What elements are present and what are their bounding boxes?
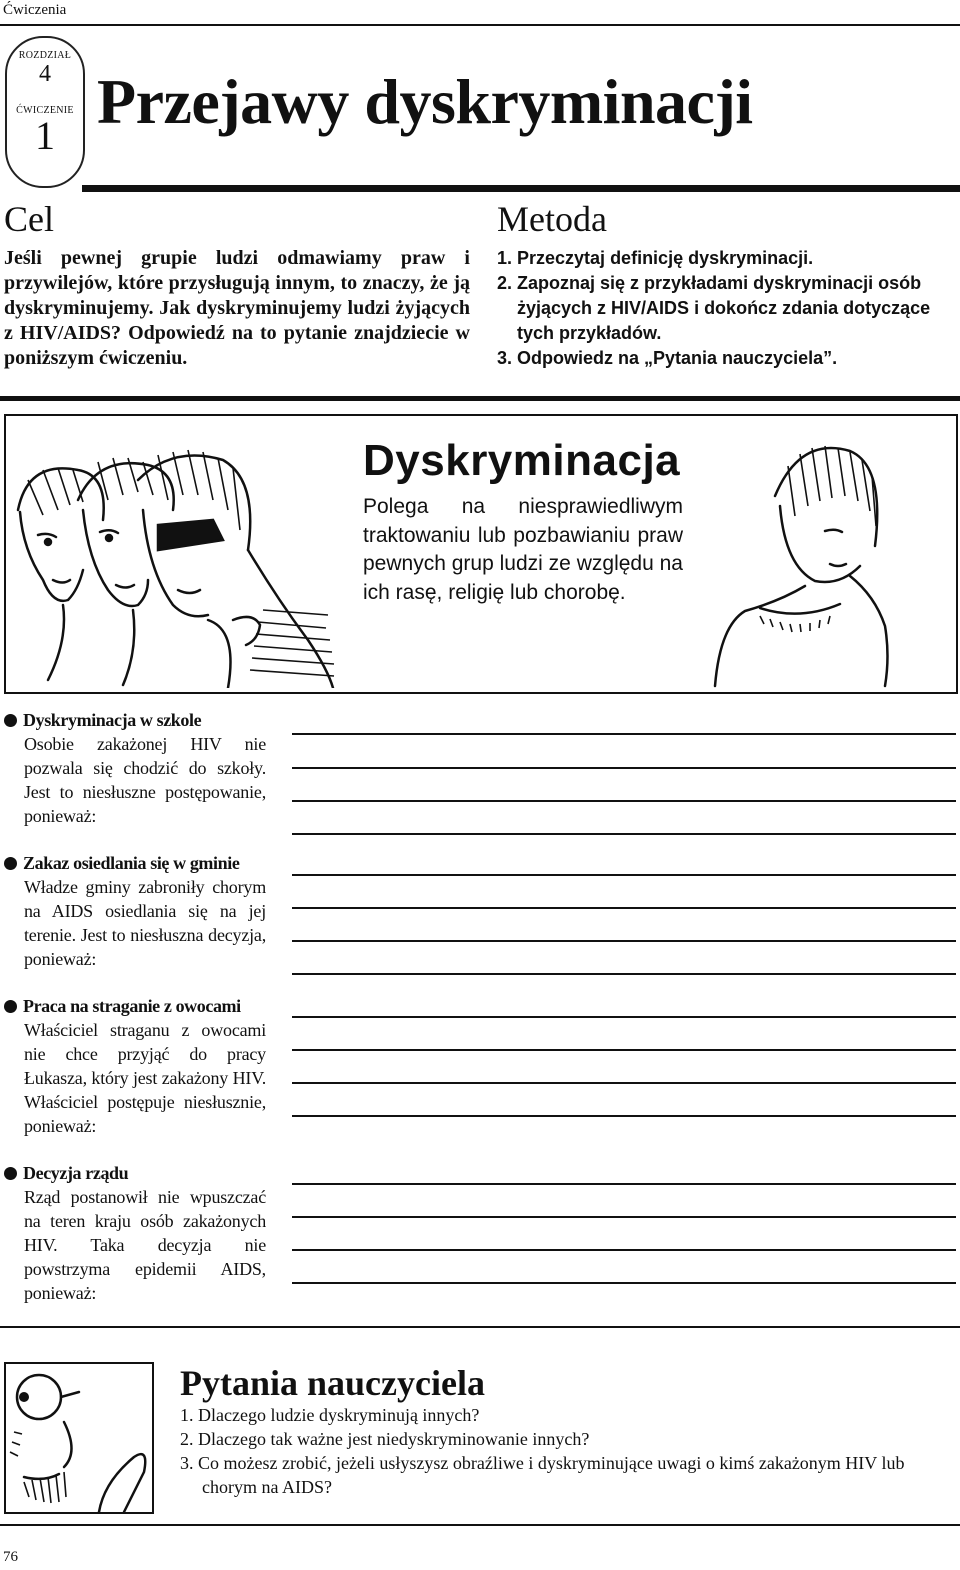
answer-line[interactable] xyxy=(292,1282,956,1284)
chapter-number: 4 xyxy=(39,61,51,87)
answer-line[interactable] xyxy=(292,833,956,835)
teacher-illustration xyxy=(4,1362,154,1514)
metoda-step: 2. Zapoznaj się z przykładami dyskryminacji osób żyjących z HIV/AIDS i dokończ zdania dotyczące tych przykładów. xyxy=(497,273,931,343)
teacher-questions-heading: Pytania nauczyciela xyxy=(180,1363,485,1403)
cel-heading: Cel xyxy=(4,199,54,239)
header-rule xyxy=(0,24,960,26)
exercise-number: 1 xyxy=(35,113,55,158)
answer-line[interactable] xyxy=(292,1216,956,1218)
answer-line[interactable] xyxy=(292,940,956,942)
answer-line[interactable] xyxy=(292,767,956,769)
answer-line[interactable] xyxy=(292,907,956,909)
footer-rule xyxy=(0,1524,960,1526)
answer-line[interactable] xyxy=(292,1183,956,1185)
case-government xyxy=(4,1161,266,1305)
section-rule xyxy=(0,396,960,401)
answer-line[interactable] xyxy=(292,733,956,735)
answer-line[interactable] xyxy=(292,973,956,975)
definition-title: Dyskryminacja xyxy=(363,436,681,485)
answer-line[interactable] xyxy=(292,1049,956,1051)
answer-line[interactable] xyxy=(292,1016,956,1018)
exercise-label: ĆWICZENIE xyxy=(16,105,74,116)
case-title: Praca na straganie z owocami xyxy=(23,996,241,1016)
bullet-icon xyxy=(4,714,17,727)
group-of-people-illustration xyxy=(8,440,338,688)
metoda-steps xyxy=(497,246,959,371)
answer-line[interactable] xyxy=(292,1249,956,1251)
chapter-badge xyxy=(5,36,85,188)
page-title: Przejawy dyskryminacji xyxy=(97,66,753,137)
teacher-question: 3. Co możesz zrobić, jeżeli usłyszysz obraźliwe i dyskryminujące uwagi o kimś zakażonym HIV lub chorym na AIDS? xyxy=(180,1453,905,1497)
metoda-step: 3. Odpowiedz na „Pytania nauczyciela”. xyxy=(497,348,838,368)
girl-illustration xyxy=(700,436,900,688)
teacher-question: 2. Dlaczego tak ważne jest niedyskryminowanie innych? xyxy=(180,1429,590,1449)
teacher-questions-list xyxy=(180,1403,956,1499)
answer-line[interactable] xyxy=(292,800,956,802)
case-title: Decyzja rządu xyxy=(23,1163,129,1183)
section-label: Ćwiczenia xyxy=(3,2,67,18)
case-title: Dyskryminacja w szkole xyxy=(23,710,202,730)
case-settlement xyxy=(4,851,266,971)
section-rule xyxy=(0,1326,960,1328)
metoda-step: 1. Przeczytaj definicję dyskryminacji. xyxy=(497,248,814,268)
bullet-icon xyxy=(4,857,17,870)
case-text: Rząd postanowił nie wpuszczać na teren kraju osób zakażonych HIV. Taka decyzja nie powstrzyma epidemii AIDS, ponieważ: xyxy=(24,1187,266,1303)
page-number: 76 xyxy=(3,1549,18,1565)
definition-text: Polega na niesprawiedliwym traktowaniu lub pozbawianiu praw pewnych grup ludzi ze względu na ich rasę, religię lub chorobę. xyxy=(363,495,683,604)
bullet-icon xyxy=(4,1167,17,1180)
case-text: Osobie zakażonej HIV nie pozwala się chodzić do szkoły. Jest to niesłuszne postępowanie, ponieważ: xyxy=(24,734,266,826)
case-fruit-stall xyxy=(4,994,266,1138)
cel-text: Jeśli pewnej grupie ludzi odmawiamy praw i przywilejów, które przysługują innym, to znaczy, że ją dyskryminujemy. Jak dyskryminujemy ludzi żyjących z HIV/AIDS? Odpowiedź na to pytanie znajdziecie w poniższym ćwiczeniu. xyxy=(4,247,470,369)
answer-line[interactable] xyxy=(292,1115,956,1117)
case-text: Władze gminy zabroniły chorym na AIDS osiedlania się na jej terenie. Jest to niesłuszna decyzja, ponieważ: xyxy=(24,877,266,969)
chapter-label: ROZDZIAŁ xyxy=(18,50,72,61)
case-school xyxy=(4,708,266,828)
bullet-icon xyxy=(4,1000,17,1013)
title-rule xyxy=(82,185,960,192)
case-text: Właściciel straganu z owocami nie chce przyjąć do pracy Łukasza, który jest zakażony HIV. Właściciel postępuje niesłusznie, ponieważ: xyxy=(24,1020,266,1136)
case-title: Zakaz osiedlania się w gminie xyxy=(23,853,240,873)
answer-line[interactable] xyxy=(292,1082,956,1084)
metoda-heading: Metoda xyxy=(497,199,607,239)
answer-line[interactable] xyxy=(292,874,956,876)
teacher-question: 1. Dlaczego ludzie dyskryminują innych? xyxy=(180,1405,480,1425)
